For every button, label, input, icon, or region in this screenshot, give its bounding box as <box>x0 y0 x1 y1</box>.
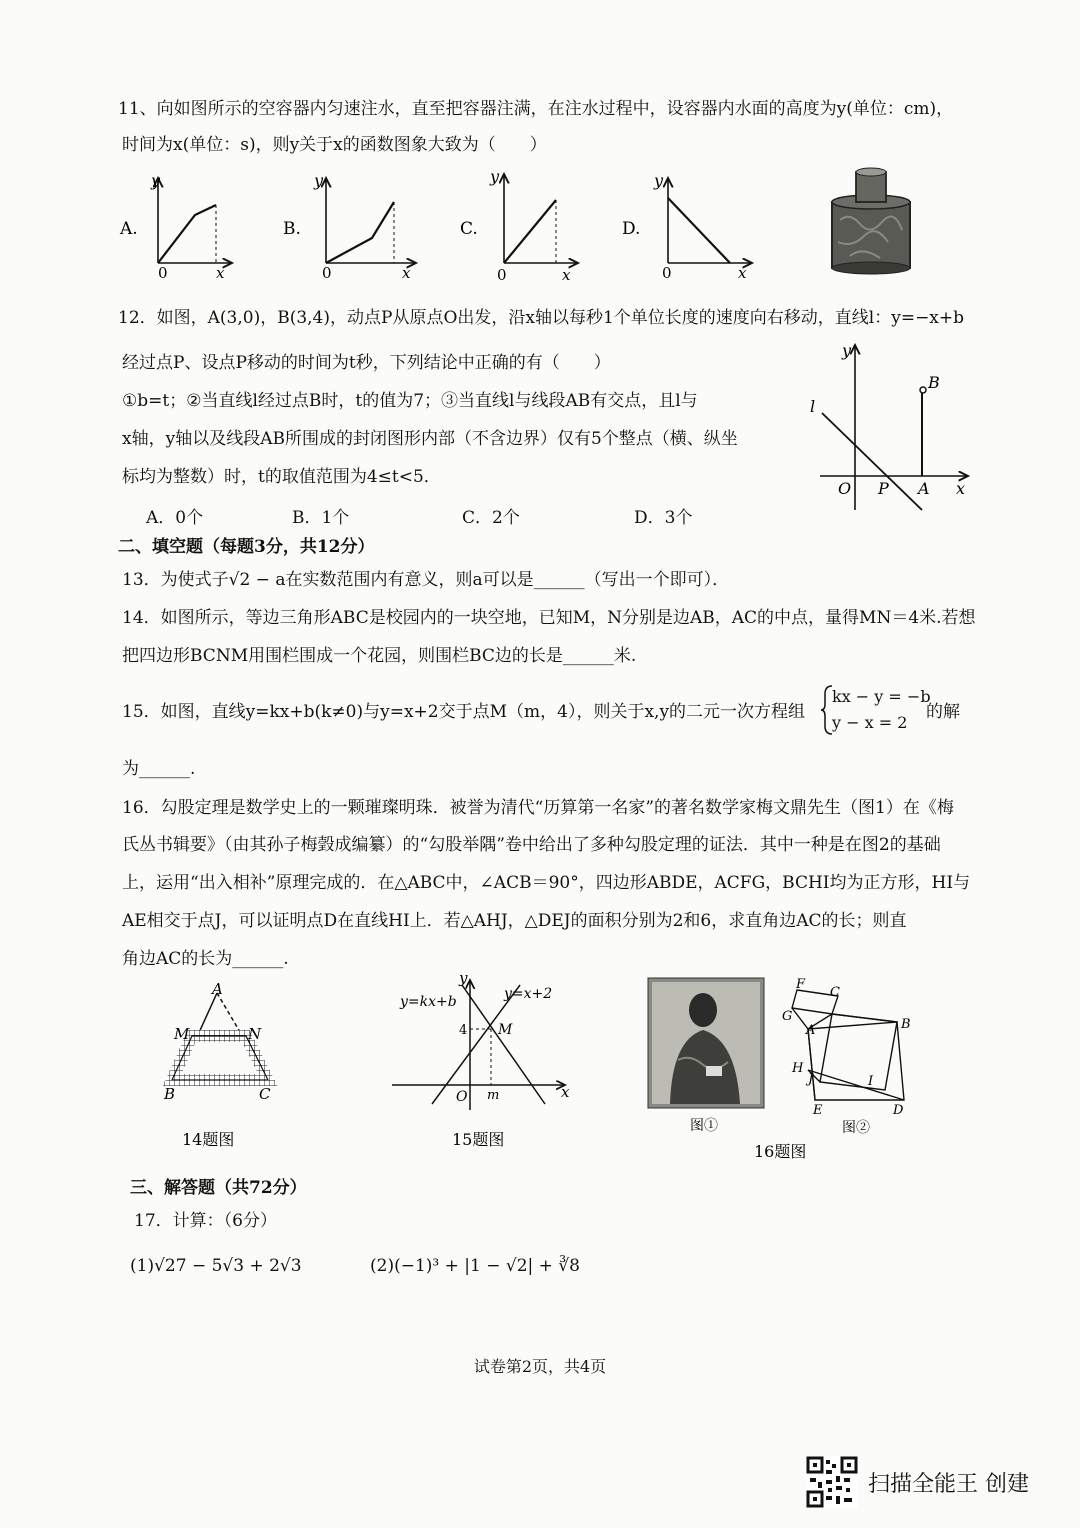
fig16-b: B <box>901 1017 911 1032</box>
q12-label-y: y <box>842 341 852 360</box>
q14-line2: 把四边形BCNM用围栏围成一个花园，则围栏BC边的长是______米. <box>122 646 637 666</box>
fig15-o: O <box>456 1089 468 1105</box>
fig16-j: J <box>808 1072 814 1087</box>
q16-line4: AE相交于点J，可以证明点D在直线HI上．若△AHJ，△DEJ的面积分别为2和6，求直角边AC的长；则直 <box>122 911 907 931</box>
fig16-h: H <box>792 1061 804 1076</box>
fig15-x: x <box>561 1083 570 1101</box>
q15-eq1: kx − y = −b <box>832 687 931 706</box>
fig14-caption: 14题图 <box>182 1130 235 1149</box>
graph-b-x: x <box>402 264 411 282</box>
q12-choice-d: D．3个 <box>634 508 693 528</box>
fig14-a: A <box>212 980 223 998</box>
q12-choice-c: C．2个 <box>462 508 520 528</box>
q12-choice-b: B．1个 <box>292 508 350 528</box>
q16-line2: 氏丛书辑要》（由其孙子梅瑴成编纂）的“勾股举隅”卷中给出了多种勾股定理的证法．其中一种是在图2的基础 <box>122 835 941 855</box>
graph-d-x: x <box>738 264 747 282</box>
q15-line2: 为______. <box>122 759 196 779</box>
watermark-text: 扫描全能王 创建 <box>868 1471 1029 1497</box>
graph-c-origin: 0 <box>497 266 507 284</box>
graph-a-x: x <box>216 264 225 282</box>
q13-text: 13．为使式子√2 − a在实数范围内有意义，则a可以是______（写出一个即可）． <box>122 570 730 590</box>
fig16-c: C <box>830 985 840 1000</box>
fig16-cap2: 图② <box>842 1120 870 1136</box>
graph-d-y: y <box>654 171 664 190</box>
q12-label-a: A <box>918 479 930 498</box>
fig15-line-kxb <box>462 985 545 1104</box>
graph-a-origin: 0 <box>158 264 168 282</box>
qr-code-icon <box>806 1456 858 1508</box>
fig14-m: M <box>174 1025 190 1043</box>
q12-line5: 标均为整数）时，t的取值范围为4≤t<5． <box>122 467 441 487</box>
fig16-cap1: 图① <box>690 1118 718 1134</box>
graph-d-origin: 0 <box>662 264 672 282</box>
fig16-g: G <box>782 1009 793 1024</box>
q17-part1: (1)√27 − 5√3 + 2√3 <box>130 1256 302 1276</box>
fig16-d: D <box>893 1103 904 1118</box>
fig15-label-x2: y=x+2 <box>504 986 553 1002</box>
fig14-b: B <box>164 1085 176 1103</box>
q11-line2: 时间为x(单位：s)，则y关于x的函数图象大致为（ ） <box>122 135 547 155</box>
q12-label-b: B <box>928 373 940 392</box>
graph-a-y: y <box>151 171 161 190</box>
option-d-label: D. <box>622 219 641 239</box>
option-b-label: B. <box>283 219 301 239</box>
section-3-heading: 三、解答题（共72分） <box>130 1178 307 1198</box>
q12-label-x: x <box>956 479 966 498</box>
figure-14 <box>163 980 271 1149</box>
q16-line1: 16．勾股定理是数学史上的一颗璀璨明珠．被誉为清代“历算第一名家”的著名数学家梅文鼎先生（图1）在《梅 <box>122 798 954 818</box>
q12-line4: x轴，y轴以及线段AB所围成的封闭图形内部（不含边界）仅有5个整点（横、纵坐 <box>122 429 738 449</box>
fig15-label-kxb: y=kx+b <box>400 994 457 1010</box>
q12-line3: ①b=t；②当直线l经过点B时，t的值为7；③当直线l与线段AB有交点，且l与 <box>122 391 698 411</box>
figure-16-portrait <box>648 978 764 1134</box>
q16-line3: 上，运用“出入相补”原理完成的．在△ABC中，∠ACB＝90°，四边形ABDE，ACFG，BCHI均为正方形，HI与 <box>122 873 971 893</box>
q12-choice-a: A．0个 <box>146 508 204 528</box>
fig16-f: F <box>796 977 806 992</box>
q12-label-p: P <box>878 479 889 498</box>
graph-c-x: x <box>562 266 571 284</box>
fig16-a: A <box>806 1023 816 1038</box>
q12-line2: 经过点P、设点P移动的时间为t秒，下列结论中正确的有（ ） <box>122 353 611 373</box>
fig15-4: 4 <box>459 1023 468 1038</box>
q17-part2: (2)(−1)³ + |1 − √2| + ∛8 <box>370 1256 580 1276</box>
q17-title: 17．计算：（6分） <box>134 1211 277 1231</box>
graph-c-y: y <box>490 167 500 186</box>
q15-tail: 的解 <box>926 702 960 722</box>
option-a-label: A. <box>120 219 138 239</box>
fig14-n: N <box>248 1025 262 1043</box>
q14-line1: 14．如图所示，等边三角形ABC是校园内的一块空地，已知M，N分别是边AB，AC的中点，量得MN＝4米.若想 <box>122 608 976 628</box>
option-c-label: C. <box>460 219 478 239</box>
q16-line5: 角边AC的长为______. <box>122 949 289 969</box>
q12-label-l: l <box>810 397 816 416</box>
q12-label-o: O <box>838 479 852 498</box>
fig14-c: C <box>259 1085 271 1103</box>
fig16-i: I <box>868 1074 874 1089</box>
q11-line1: 11、向如图所示的空容器内匀速注水，直至把容器注满，在注水过程中，设容器内水面的高度为y(单位：cm)， <box>118 99 954 119</box>
q15-line1: 15．如图，直线y=kx+b(k≠0)与y=x+2交于点M（m，4），则关于x,y的二元一次方程组 <box>122 702 806 722</box>
fig16-e: E <box>813 1103 823 1118</box>
fig15-mpoint: M <box>498 1022 513 1038</box>
scanner-watermark <box>806 1456 1029 1508</box>
q12-line1: 12．如图，A(3,0)，B(3,4)，动点P从原点O出发，沿x轴以每秒1个单位长度的速度向右移动，直线l：y=−x+b <box>118 308 965 328</box>
fig16-caption: 16题图 <box>754 1142 807 1161</box>
page-footer: 试卷第2页，共4页 <box>473 1357 607 1376</box>
fig15-y: y <box>459 969 468 987</box>
figure-16-labels <box>754 977 911 1161</box>
graph-b-y: y <box>314 171 324 190</box>
figure-15 <box>392 969 570 1149</box>
graph-b-origin: 0 <box>322 264 332 282</box>
fig15-caption: 15题图 <box>452 1130 505 1149</box>
section-2-heading: 二、填空题（每题3分，共12分） <box>118 537 375 557</box>
q15-eq2: y − x = 2 <box>832 713 908 732</box>
fig15-m: m <box>487 1088 500 1103</box>
